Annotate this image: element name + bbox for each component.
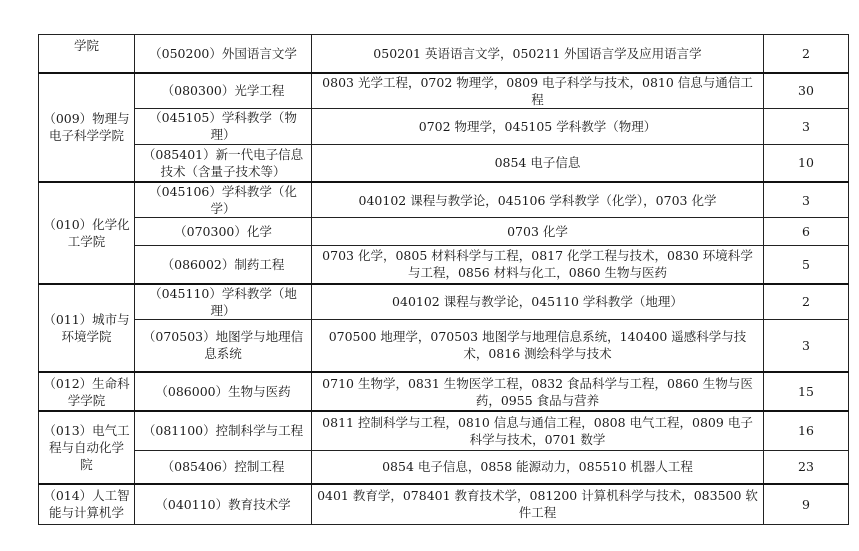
- count-cell: 10: [764, 144, 849, 182]
- count-cell: 23: [764, 450, 849, 484]
- college-cell: （011）城市与环境学院: [39, 284, 135, 373]
- admissions-table: [38, 34, 849, 525]
- major-cell: （070300）化学: [135, 218, 312, 246]
- table-row: [39, 246, 849, 284]
- disciplines-cell: 0703 化学: [312, 218, 764, 246]
- table-row: [39, 284, 849, 320]
- disciplines-cell: 0854 电子信息: [312, 144, 764, 182]
- disciplines-cell: 0703 化学，0805 材料科学与工程，0817 化学工程与技术，0830 环境科学与工程，0856 材料与化工，0860 生物与医药: [312, 246, 764, 284]
- count-cell: 15: [764, 372, 849, 411]
- table-row: [39, 35, 849, 73]
- count-cell: 9: [764, 484, 849, 524]
- count-cell: 3: [764, 182, 849, 218]
- table-row: [39, 218, 849, 246]
- major-cell: （040110）教育技术学: [135, 484, 312, 524]
- disciplines-cell: 0401 教育学，078401 教育技术学，081200 计算机科学与技术，083500 软件工程: [312, 484, 764, 524]
- table-row: [39, 319, 849, 372]
- major-cell: （045106）学科教学（化学）: [135, 182, 312, 218]
- major-cell: （086000）生物与医药: [135, 372, 312, 411]
- disciplines-cell: 050201 英语语言文学，050211 外国语言学及应用语言学: [312, 35, 764, 73]
- disciplines-cell: 040102 课程与教学论，045106 学科教学（化学），0703 化学: [312, 182, 764, 218]
- major-cell: （070503）地图学与地理信息系统: [135, 319, 312, 372]
- major-cell: （045110）学科教学（地理）: [135, 284, 312, 320]
- college-cell: （010）化学化工学院: [39, 182, 135, 284]
- major-cell: （050200）外国语言文学: [135, 35, 312, 73]
- count-cell: 2: [764, 284, 849, 320]
- disciplines-cell: 070500 地理学，070503 地图学与地理信息系统，140400 遥感科学与技术，0816 测绘科学与技术: [312, 319, 764, 372]
- college-cell: 学院: [39, 35, 135, 73]
- count-cell: 3: [764, 108, 849, 144]
- table-row: [39, 450, 849, 484]
- count-cell: 5: [764, 246, 849, 284]
- count-cell: 2: [764, 35, 849, 73]
- table-row: [39, 73, 849, 109]
- major-cell: （081100）控制科学与工程: [135, 411, 312, 450]
- major-cell: （080300）光学工程: [135, 73, 312, 109]
- college-cell: （012）生命科学学院: [39, 372, 135, 411]
- major-cell: （086002）制药工程: [135, 246, 312, 284]
- table-row: [39, 372, 849, 411]
- major-cell: （085401）新一代电子信息技术（含量子技术等）: [135, 144, 312, 182]
- college-cell: （009）物理与电子科学学院: [39, 73, 135, 183]
- disciplines-cell: 0854 电子信息，0858 能源动力，085510 机器人工程: [312, 450, 764, 484]
- disciplines-cell: 0710 生物学，0831 生物医学工程，0832 食品科学与工程，0860 生物与医药，0955 食品与营养: [312, 372, 764, 411]
- major-cell: （085406）控制工程: [135, 450, 312, 484]
- count-cell: 3: [764, 319, 849, 372]
- major-cell: （045105）学科教学（物理）: [135, 108, 312, 144]
- table-row: [39, 484, 849, 524]
- count-cell: 30: [764, 73, 849, 109]
- disciplines-cell: 040102 课程与教学论，045110 学科教学（地理）: [312, 284, 764, 320]
- college-cell: （013）电气工程与自动化学院: [39, 411, 135, 484]
- count-cell: 6: [764, 218, 849, 246]
- table-row: [39, 182, 849, 218]
- disciplines-cell: 0702 物理学，045105 学科教学（物理）: [312, 108, 764, 144]
- count-cell: 16: [764, 411, 849, 450]
- table-row: [39, 411, 849, 450]
- college-cell: （014）人工智能与计算机学: [39, 484, 135, 524]
- disciplines-cell: 0811 控制科学与工程，0810 信息与通信工程，0808 电气工程，0809 电子科学与技术，0701 数学: [312, 411, 764, 450]
- table-row: [39, 144, 849, 182]
- table-row: [39, 108, 849, 144]
- disciplines-cell: 0803 光学工程，0702 物理学，0809 电子科学与技术，0810 信息与通信工程: [312, 73, 764, 109]
